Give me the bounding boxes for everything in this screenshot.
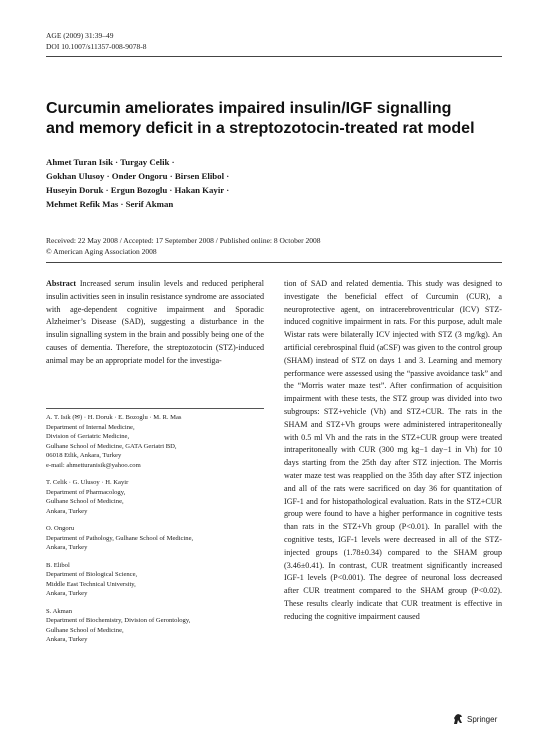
abstract-text-right: tion of SAD and related dementia. This study was designed to investigate the beneficial effect of Curcumin (CUR), a neuroprotective agent, on intracerebroventricular (ICV) STZ-induced cognitive impairment in rats. For this purpose, adult male Wistar rats were bilaterally ICV injected with STZ (3 mg/kg). An artificial cerebrospinal fluid (aCSF) was given to the control group (SHAM) instead of STZ on days 1 and 3. Learning and memory performance were assessed using the “passive avoidance task” and the “Morris water maze test”. After confirmation of acquisition impairment with these tests, the STZ group was divided into two subgroups: STZ+vehicle (Vh) and STZ+CUR. The rats in the SHAM and STZ+Vh groups were administered intraperitoneally with 0.5 ml Vh and the rats in the STZ+CUR group were treated intraperitoneally with CUR (300 mg kg−1 day−1 in Vh) for 10 days starting from the 25th day after STZ injection. The Morris water maze test was reapplied on the 35th day after STZ injection and all of the rats were sacrificed on day 36 for quantitation of IGF-1 and for histopathological evaluation. Rats in the STZ+CUR group were found to have a higher performance in cognitive tests than rats in the STZ+Vh group (P<0.01). In parallel with the cognitive tests, IGF-1 levels were decreased in all of the STZ-injected groups (1.78±0.34) compared to the SHAM group (3.46±0.41). In contrast, CUR treatment significantly increased IGF-1 levels (P<0.001). The degree of neuronal loss decreased after CUR treatment compared to the SHAM group (P<0.02). These results clearly indicate that CUR treatment is effective in reducing the cognitive impairment caused <box>284 279 502 621</box>
affiliation-line: T. Celik · G. Ulusoy · H. Kayir <box>46 479 129 486</box>
affiliation-block <box>46 413 264 470</box>
affiliation-block <box>46 607 264 645</box>
affiliation-line: S. Akman <box>46 607 73 615</box>
header-rule <box>46 56 502 57</box>
affiliation-line: Department of Biochemistry, Division of Gerontology, <box>46 617 191 624</box>
affiliation-line: Department of Pathology, Gulhane School of Medicine, <box>46 534 194 542</box>
paper-title <box>46 99 516 139</box>
affiliation-line: Middle East Technical University, <box>46 580 136 588</box>
publisher-name: Springer <box>467 714 498 724</box>
springer-horse-icon <box>452 713 464 725</box>
affiliation-line: Division of Geriatric Medicine, <box>46 433 130 440</box>
author-line: Gokhan Ulusoy · Onder Ongoru · Birsen Elibol · <box>46 171 230 181</box>
abstract-heading: Abstract <box>46 279 77 288</box>
affiliation-line: 06018 Etlik, Ankara, Turkey <box>46 452 122 459</box>
affiliation-line: B. Elibol <box>46 561 70 569</box>
abstract-column-left <box>46 278 264 368</box>
affiliation-line: O. Ongoru <box>46 525 75 532</box>
affiliation-line: Gulhane School of Medicine, <box>46 626 124 634</box>
author-line: Mehmet Refik Mas · Serif Akman <box>46 199 174 209</box>
doi[interactable]: DOI 10.1007/s11357-008-9078-8 <box>46 42 147 51</box>
affiliation-line: Department of Internal Medicine, <box>46 423 135 431</box>
affiliation-line: Ankara, Turkey <box>46 590 88 597</box>
journal-citation: AGE (2009) 31:39–49 <box>46 31 114 40</box>
journal-header <box>46 30 147 52</box>
author-line: Ahmet Turan Isik · Turgay Celik · <box>46 157 175 167</box>
author-line: Huseyin Doruk · Ergun Bozoglu · Hakan Kayir · <box>46 185 230 195</box>
affiliation-block <box>46 478 264 516</box>
affiliation-line: Department of Pharmacology, <box>46 488 126 496</box>
title-line-2: and memory deficit in a streptozotocin-treated rat model <box>46 120 475 137</box>
title-line-1: Curcumin ameliorates impaired insulin/IGF signalling <box>46 100 452 117</box>
affiliations <box>46 413 264 653</box>
affiliation-block <box>46 524 264 553</box>
affiliation-line: Ankara, Turkey <box>46 544 88 551</box>
dates-rule <box>46 262 502 263</box>
email-link[interactable]: e-mail: ahmetturanisik@yahoo.com <box>46 461 141 469</box>
affiliation-line: Ankara, Turkey <box>46 507 88 515</box>
copyright: © American Aging Association 2008 <box>46 247 157 256</box>
affiliation-line: Department of Biological Science, <box>46 571 138 578</box>
affiliation-line: Gulhane School of Medicine, <box>46 498 124 505</box>
received-dates: Received: 22 May 2008 / Accepted: 17 September 2008 / Published online: 8 October 2008 <box>46 236 321 245</box>
publisher-logo <box>452 713 497 725</box>
abstract-paragraph-left <box>46 278 264 368</box>
affiliation-line: Ankara, Turkey <box>46 636 88 643</box>
abstract-column-right <box>284 278 502 624</box>
affiliation-block <box>46 561 264 599</box>
publication-dates <box>46 235 321 257</box>
affiliation-line: A. T. Isik (✉) · H. Doruk · E. Bozoglu · M. R. Mas <box>46 414 182 421</box>
affiliation-line: Gulhane School of Medicine, GATA Geriatri BD, <box>46 442 177 450</box>
author-list <box>46 155 306 211</box>
abstract-text-left: Increased serum insulin levels and reduced peripheral insulin activities seen in insulin resistance syndrome are associated with age-dependent cognitive impairment and Sporadic Alzheimer’s Disease (SAD), suggesting a disturbance in the insulin signalling system in the brain and possibly being one of the causes of dementia. Therefore, the streptozotocin (STZ)-induced animal may be an appropriate model for the investiga- <box>46 279 264 365</box>
footnote-rule <box>46 408 264 409</box>
